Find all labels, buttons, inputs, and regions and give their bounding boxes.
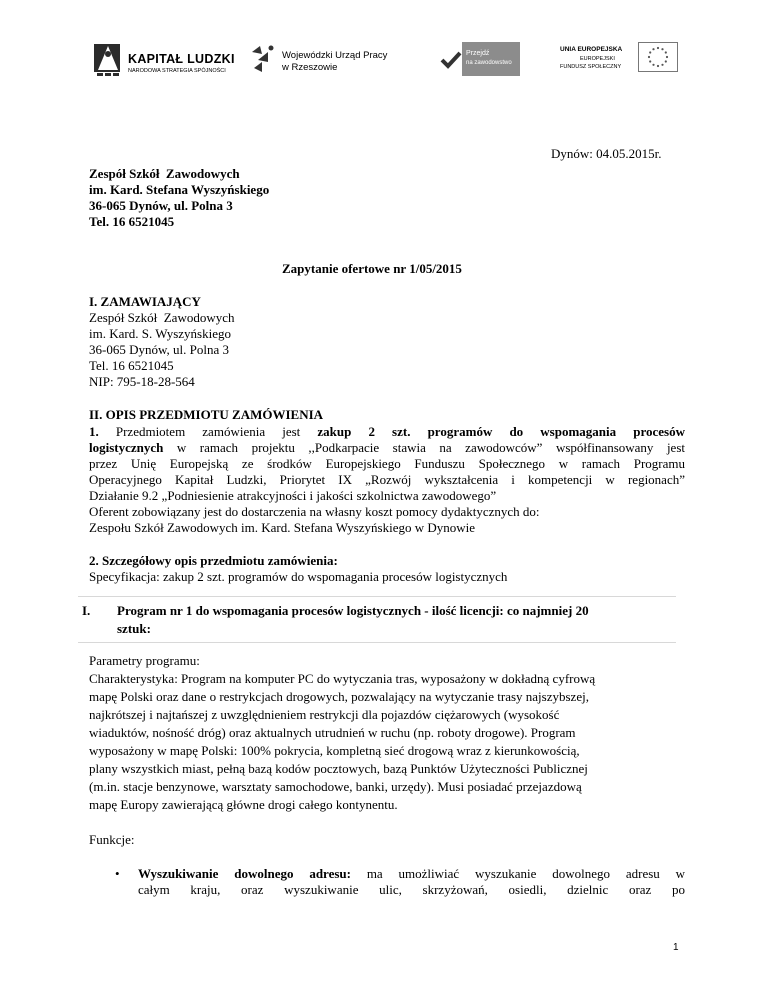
ue-line1: UNIA EUROPEJSKA [560,46,623,53]
divider [78,596,676,597]
wup-emblem-icon [248,42,276,76]
kapital-ludzki-emblem-icon [92,40,124,78]
section-2-text: Przedmiotem zamówienia jest [98,424,318,439]
section-2-paragraph-line: przez Unię Europejską ze środków Europejskiego Funduszu Społecznego w ramach Programu [89,456,685,471]
section-2-paragraph-line: Oferent zobowiązany jest do dostarczenia na własny koszt pomocy dydaktycznych do: [89,504,540,519]
program-description-line: (m.in. stacje benzynowe, warsztaty samochodowe, banki, urzędy). Musi posiadać przejazdową [89,779,582,794]
bullet-dot-icon: • [115,866,120,881]
section-2-paragraph-line: Zespołu Szkół Zawodowych im. Kard. Stefana Wyszyńskiego w Dynowie [89,520,476,535]
program-description-line: najkrótszej i najtańszej z uwzględnieniem restrykcji dla pojazdów ciężarowych (wysokość [89,707,560,722]
bullet-bold-text: Wyszukiwanie dowolnego adresu: [138,866,351,881]
wup-logo [248,40,418,80]
section-2-paragraph-line: Operacyjnego Kapitał Ludzki, Priorytet IX „Rozwój wykształcenia i kompetencji w regionach” [89,472,685,487]
section-2-heading: II. OPIS PRZEDMIOTU ZAMÓWIENIA [89,407,324,422]
program-description-line: Charakterystyka: Program na komputer PC do wytyczania tras, wyposażony w dokładną cyfrową [89,671,596,686]
bullet-text-line [138,866,685,882]
section-2-bold-text: zakup 2 szt. programów do wspomagania procesów [317,424,685,439]
sender-phone: Tel. 16 6521045 [89,214,175,229]
ue-logo [560,40,680,80]
functions-label: Funkcje: [89,832,135,847]
subsection-2-spec: Specyfikacja: zakup 2 szt. programów do wspomagania procesów logistycznych [89,569,508,584]
ue-line3: FUNDUSZ SPOŁECZNY [560,64,622,70]
wup-line1: Wojewódzki Urząd Pracy [282,50,388,61]
program-description-line: plany wszystkich miast, pełną bazą kodów pocztowych, bazą Punktów Użyteczności Publicznej [89,761,588,776]
program-title-line: sztuk: [117,621,151,636]
przejdz-line2: na zawodowstwo [466,60,512,66]
section-2-item-number: 1. [89,424,99,439]
section-2-paragraph-line [89,440,685,456]
sender-name: Zespół Szkół Zawodowych [89,166,240,181]
section-1-line: Tel. 16 6521045 [89,358,174,373]
program-description-line: mapę Europy zawierającą główne drogi całego kontynentu. [89,797,398,812]
program-description-line: mapę Polski oraz dane o restrykcjach drogowych, pozwalający na wytyczanie trasy najszybszej, [89,689,589,704]
page-number: 1 [673,942,679,953]
checkmark-emblem-icon [440,50,462,70]
document-date: Dynów: 04.05.2015r. [551,146,662,161]
program-description-line: wyposażony w mapę Polski: 100% pokrycia, kompletną sieć drogową wraz z kierunkowością, [89,743,580,758]
divider [78,642,676,643]
header-logos [0,0,768,100]
przejdz-box [462,42,520,76]
przejdz-line1: Przejdź [466,50,490,57]
document-title: Zapytanie ofertowe nr 1/05/2015 [282,261,462,276]
section-2-bold-text: logistycznych [89,440,164,455]
section-2-paragraph-line: Działanie 9.2 „Podniesienie atrakcyjności i jakości szkolnictwa zawodowego” [89,488,497,503]
bullet-text-line: całym kraju, oraz wyszukiwanie ulic, skrzyżowań, osiedli, dzielnic oraz po [138,882,685,897]
bullet-text: ma umożliwiać wyszukanie dowolnego adresu w [350,866,685,881]
section-1-heading: I. ZAMAWIAJĄCY [89,294,201,309]
section-1-line: Zespół Szkół Zawodowych [89,310,235,325]
kapital-ludzki-title: KAPITAŁ LUDZKI [128,52,235,66]
section-1-line: im. Kard. S. Wyszyńskiego [89,326,231,341]
kapital-ludzki-subtitle: NARODOWA STRATEGIA SPÓJNOŚCI [128,68,226,74]
program-description-line: wiaduktów, nośność dróg) oraz aktualnych utrudnień w ruchu (np. roboty drogowe). Program [89,725,576,740]
przejdz-logo [440,40,522,80]
params-label: Parametry programu: [89,653,200,668]
sender-patron: im. Kard. Stefana Wyszyńskiego [89,182,270,197]
section-1-line: NIP: 795-18-28-564 [89,374,195,389]
program-title-line: Program nr 1 do wspomagania procesów logistycznych - ilość licencji: co najmniej 20 [117,603,589,618]
sender-address: 36-065 Dynów, ul. Polna 3 [89,198,233,213]
subsection-2-heading: 2. Szczegółowy opis przedmiotu zamówienia: [89,553,338,568]
eu-flag-icon [638,42,678,72]
kapital-ludzki-logo [92,40,237,80]
program-roman-numeral: I. [82,603,91,618]
section-2-paragraph-line [89,424,685,440]
ue-line2: EUROPEJSKI [580,56,615,62]
section-1-line: 36-065 Dynów, ul. Polna 3 [89,342,229,357]
section-2-text: w ramach projektu ,,Podkarpacie stawia na zawodowców” współfinansowany jest [163,440,685,455]
wup-line2: w Rzeszowie [282,62,338,73]
